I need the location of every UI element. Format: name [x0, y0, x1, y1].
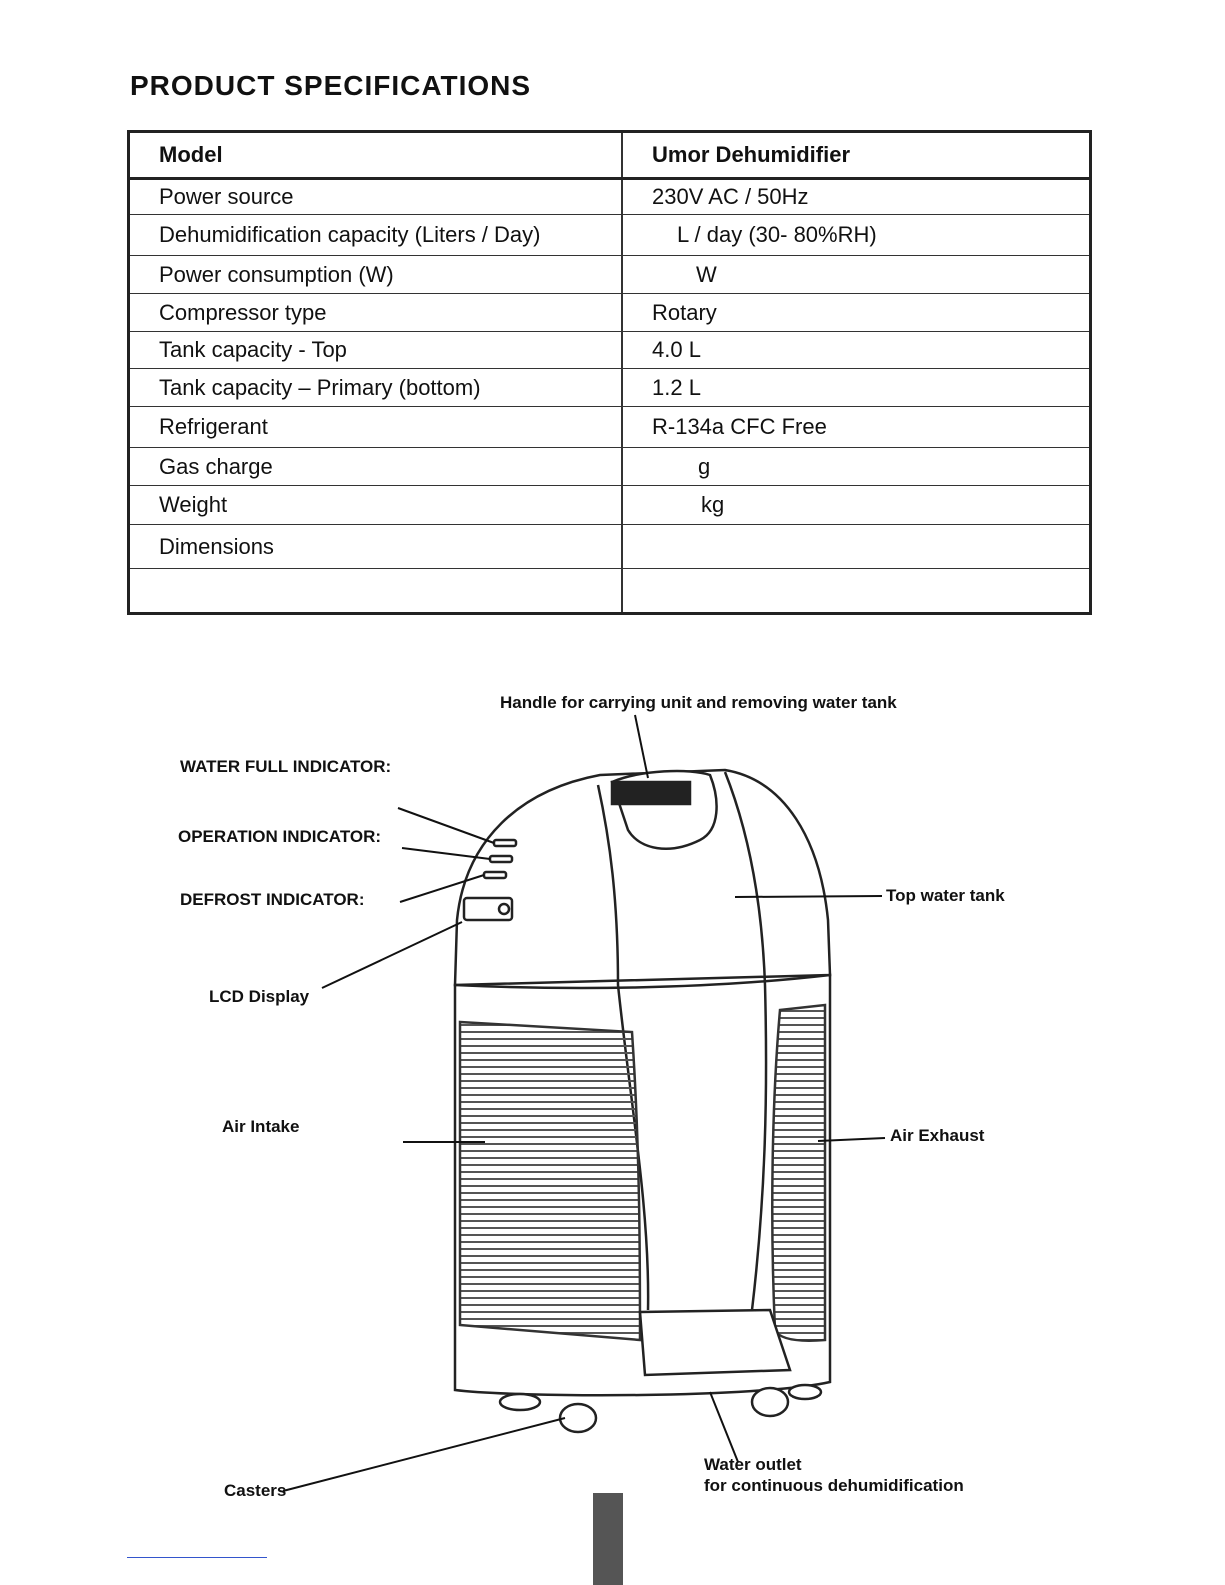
water-full-indicator-label: WATER FULL INDICATOR: — [180, 757, 392, 776]
row-value: 230V AC / 50Hz — [622, 179, 1091, 215]
water-outlet-description: for continuous dehumidification — [704, 1476, 964, 1495]
row-label: Weight — [129, 486, 623, 525]
footer-rule — [127, 1557, 267, 1558]
dehumidifier-diagram — [0, 650, 1225, 1550]
table-row — [129, 179, 1091, 215]
row-value: 4.0 L — [622, 332, 1091, 369]
row-value: 1.2 L — [622, 369, 1091, 407]
row-label: Tank capacity – Primary (bottom) — [129, 369, 623, 407]
dehumidifier-unit — [455, 770, 830, 1432]
handle-label: Handle for carrying unit and removing water tank — [500, 693, 897, 712]
table-header-row — [129, 132, 1091, 179]
row-value: g — [622, 448, 1091, 486]
table-row — [129, 256, 1091, 294]
casters-label: Casters — [224, 1481, 287, 1500]
table-row — [129, 369, 1091, 407]
table-row — [129, 448, 1091, 486]
page-tab-marker — [593, 1493, 623, 1585]
table-row — [129, 332, 1091, 369]
row-value: Rotary — [622, 294, 1091, 332]
table-row — [129, 294, 1091, 332]
row-value — [622, 525, 1091, 569]
row-value: L / day (30- 80%RH) — [622, 215, 1091, 256]
row-label: Gas charge — [129, 448, 623, 486]
row-label: Dimensions — [129, 525, 623, 569]
row-label: Dehumidification capacity (Liters / Day) — [129, 215, 623, 256]
lcd-display-label: LCD Display — [209, 987, 310, 1006]
row-label: Refrigerant — [129, 407, 623, 448]
water-outlet-label: Water outlet — [704, 1455, 802, 1474]
row-value — [622, 569, 1091, 614]
row-label: Power consumption (W) — [129, 256, 623, 294]
row-label: Compressor type — [129, 294, 623, 332]
operation-indicator-label: OPERATION INDICATOR: — [178, 827, 382, 846]
table-row — [129, 525, 1091, 569]
spec-table — [127, 130, 1092, 615]
defrost-indicator-label: DEFROST INDICATOR: — [180, 890, 365, 909]
air-exhaust-label: Air Exhaust — [890, 1126, 985, 1145]
header-label: Model — [129, 132, 623, 179]
page-title: PRODUCT SPECIFICATIONS — [130, 70, 532, 101]
row-value: kg — [622, 486, 1091, 525]
row-label: Power source — [129, 179, 623, 215]
air-intake-label: Air Intake — [222, 1117, 300, 1136]
table-row — [129, 569, 1091, 614]
table-row — [129, 407, 1091, 448]
header-value: Umor Dehumidifier — [622, 132, 1091, 179]
row-label: Tank capacity - Top — [129, 332, 623, 369]
row-label — [129, 569, 623, 614]
table-row — [129, 486, 1091, 525]
row-value: R-134a CFC Free — [622, 407, 1091, 448]
top-water-tank-label: Top water tank — [886, 886, 1005, 905]
row-value: W — [622, 256, 1091, 294]
table-row — [129, 215, 1091, 256]
